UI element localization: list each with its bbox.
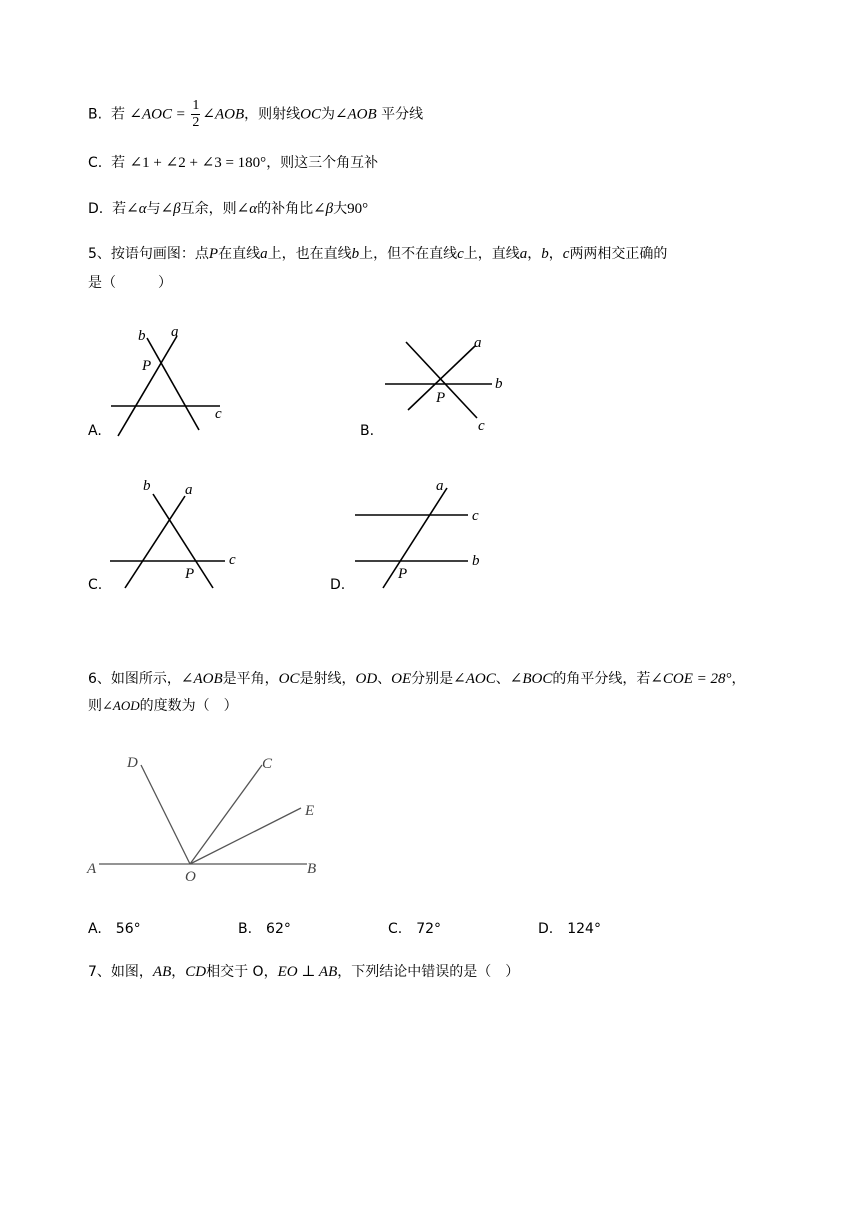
- label-d: D: [127, 755, 138, 771]
- choice-d: D. 124°: [538, 921, 601, 937]
- label-p: P: [436, 390, 446, 406]
- line-b: [147, 338, 199, 430]
- figure-c: [105, 474, 255, 594]
- choice-b: B. 62°: [238, 921, 291, 937]
- q6-question-cont: 则∠AOD的度数为（ ）: [88, 698, 238, 714]
- q5-question: 5、按语句画图：点P在直线a上，也在直线b上，但不在直线c上，直线a，b，c两两相交正确的: [88, 246, 668, 262]
- q7-question: 7、如图，AB，CD相交于 O，EO ⊥ AB，下列结论中错误的是（ ）: [88, 964, 520, 980]
- label-c: c: [229, 552, 236, 568]
- ray-oc: [190, 765, 262, 864]
- figure-b: [380, 330, 520, 440]
- choice-c: C. 72°: [388, 921, 442, 937]
- option-label: B.: [88, 106, 103, 123]
- line-a: [383, 488, 447, 588]
- figure-c-label: C.: [88, 577, 103, 593]
- figure-d-label: D.: [330, 577, 346, 593]
- label-b: b: [138, 328, 146, 344]
- label-b: b: [143, 478, 151, 494]
- figure-b-label: B.: [360, 423, 375, 439]
- q4-option-b: B. 若 ∠AOC = $\frac{1}{2}$ ∠AOB，则射线OC为∠AOB 平分线: [88, 98, 424, 130]
- label-c: c: [215, 406, 222, 422]
- label-b: b: [495, 376, 503, 392]
- label-a: a: [474, 335, 482, 351]
- label-p: P: [398, 566, 408, 582]
- line-a: [118, 336, 177, 436]
- label-c: C: [262, 756, 273, 772]
- line-a: [125, 496, 185, 588]
- label-a: A: [87, 861, 97, 877]
- figure-d: [350, 474, 500, 594]
- figure-a: [105, 322, 245, 442]
- q4-option-d: D. 若∠α与∠β互余，则∠α的补角比∠β大90°: [88, 201, 369, 217]
- label-o: O: [185, 869, 196, 885]
- q6-figure: [85, 745, 345, 885]
- label-b: b: [472, 553, 480, 569]
- fraction-half: $\frac{1}{2}$: [192, 98, 200, 130]
- label-p: P: [142, 358, 152, 374]
- q6-question: 6、如图所示，∠AOB是平角，OC是射线，OD、OE分别是∠AOC、∠BOC的角平分线，若∠COE = 28°，: [88, 671, 746, 687]
- label-b: B: [307, 861, 317, 877]
- ray-od: [141, 765, 190, 864]
- ray-oe: [190, 808, 301, 864]
- figure-a-label: A.: [88, 423, 102, 439]
- label-p: P: [185, 566, 195, 582]
- choice-a: A. 56°: [88, 921, 141, 937]
- q5-question-cont: 是（ ）: [88, 275, 172, 291]
- label-c: c: [478, 418, 485, 434]
- label-a: a: [171, 324, 179, 340]
- label-a: a: [185, 482, 193, 498]
- label-e: E: [305, 803, 315, 819]
- label-c: c: [472, 508, 479, 524]
- q4-option-c: C. 若 ∠1 + ∠2 + ∠3 = 180°，则这三个角互补: [88, 155, 379, 171]
- line-b: [153, 494, 213, 588]
- label-a: a: [436, 478, 444, 494]
